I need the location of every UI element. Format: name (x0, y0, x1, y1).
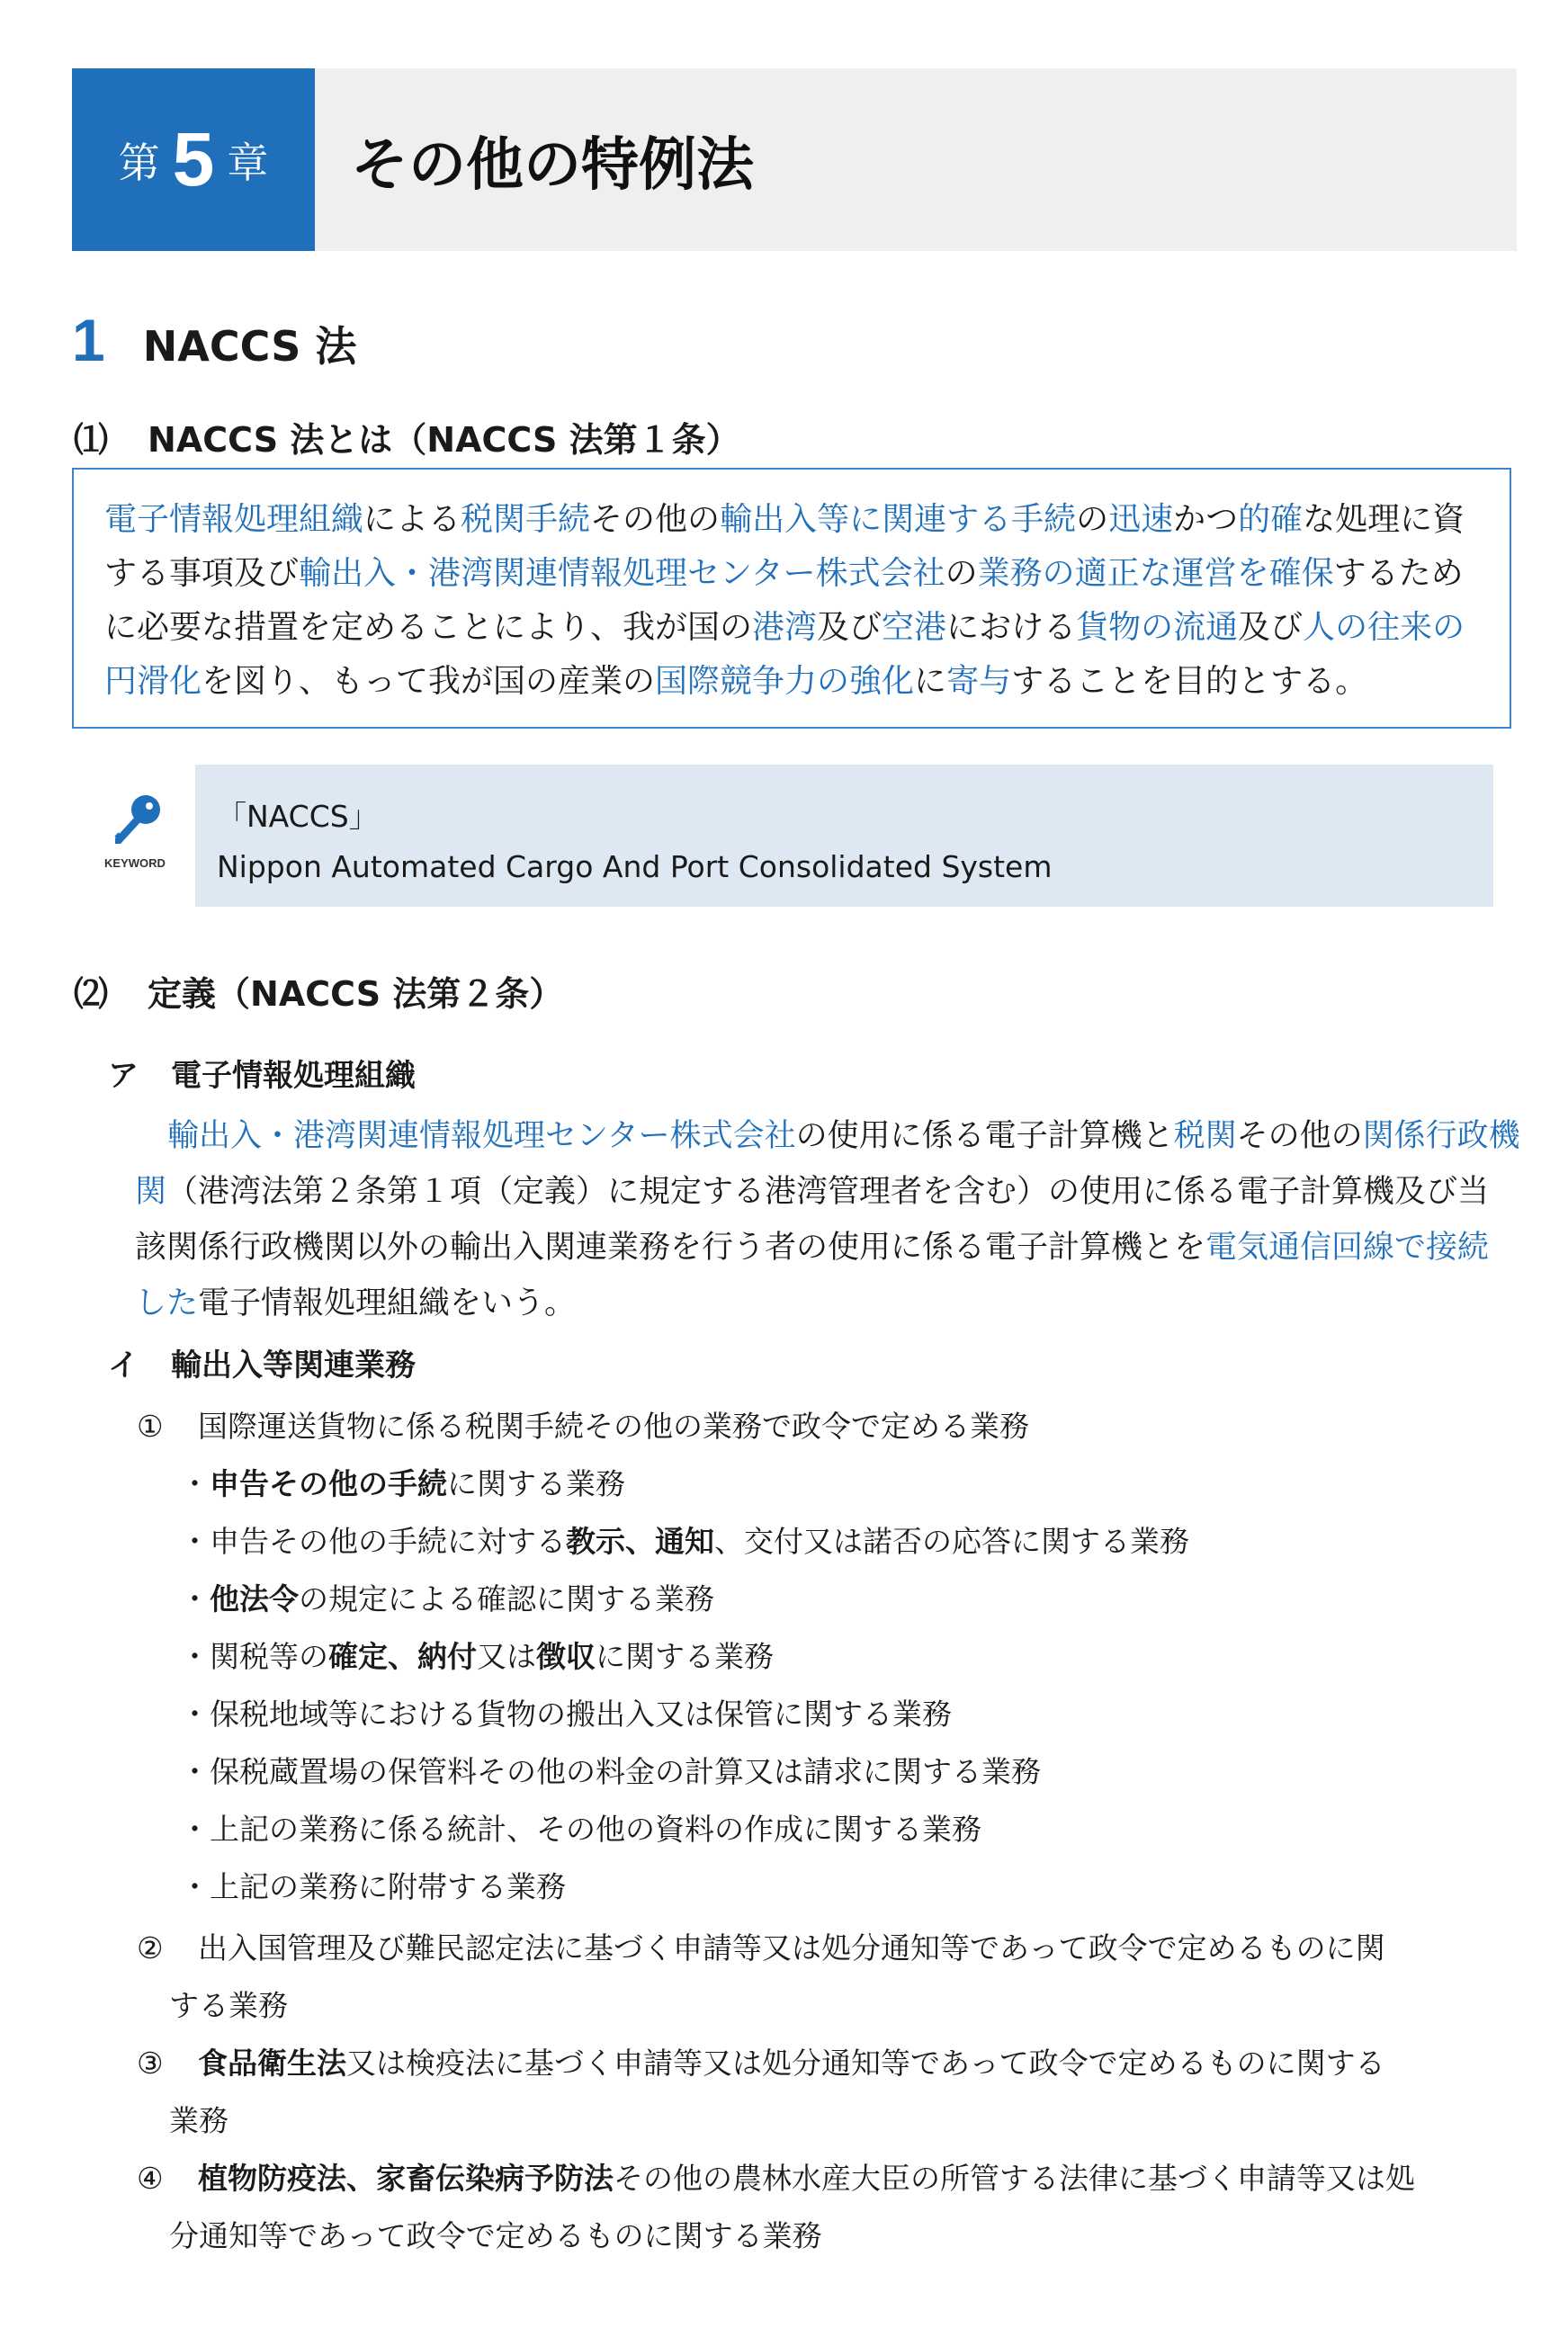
numbered-item-2 (137, 1925, 1385, 1967)
text-segment: な処理に資する事項及び (104, 501, 1465, 592)
subsection-heading-1 (74, 412, 740, 461)
text-segment: 又は (477, 1639, 536, 1674)
chapter-badge (72, 68, 315, 251)
text-segment: するために必要な措置を定めることにより、我が国の (104, 555, 1464, 646)
bold-term: 他法令 (210, 1581, 299, 1616)
highlighted-term: 的確 (1238, 501, 1304, 538)
highlighted-term: 電気通信回線で接続した (135, 1230, 1490, 1321)
text-segment: ・ (180, 1466, 210, 1501)
chapter-prefix: 第 (118, 138, 160, 187)
highlighted-term: 関係行政機関 (135, 1118, 1520, 1210)
highlighted-term: 業務の適正な運営を確保 (977, 555, 1334, 592)
item-i-heading (108, 1340, 416, 1384)
highlighted-term: 空港 (882, 609, 947, 646)
item-text: その他の農林水産大臣の所管する法律に基づく申請等又は処 (614, 2161, 1415, 2196)
text-segment: ・ (180, 1581, 210, 1616)
bullet-item (180, 1576, 714, 1618)
text-segment: その他の (1236, 1118, 1363, 1154)
text-segment: の規定による確認に関する業務 (299, 1581, 714, 1616)
bold-term: 教示、通知 (566, 1524, 714, 1559)
highlighted-term: 国際競争力の強化 (655, 663, 915, 700)
text-segment: ・保税地域等における貨物の搬出入又は保管に関する業務 (180, 1697, 952, 1732)
purpose-text (104, 493, 1479, 709)
purpose-box (72, 468, 1511, 729)
text-segment: 、交付又は諾否の応答に関する業務 (714, 1524, 1189, 1559)
text-segment: 及び (1238, 609, 1304, 646)
subsection-title: 定義（NACCS 法第２条） (148, 974, 564, 1014)
bullet-item (180, 1864, 566, 1906)
numbered-item-1 (137, 1403, 1029, 1446)
text-segment: を図り、もって我が国の産業の (202, 663, 656, 700)
item-label: ア (108, 1058, 139, 1094)
bold-term: 申告その他の手続 (210, 1466, 447, 1501)
keyword-expansion: Nippon Automated Cargo And Port Consolidated System (217, 849, 1053, 884)
bold-term: 確定、納付 (328, 1639, 477, 1674)
text-segment: ・申告その他の手続に対する (180, 1524, 566, 1559)
bullet-item (180, 1691, 952, 1733)
text-segment: における (946, 609, 1077, 646)
text-segment: ・保税蔵置場の保管料その他の料金の計算又は請求に関する業務 (180, 1754, 1041, 1789)
section-number: 1 (72, 307, 105, 373)
bullet-item (180, 1461, 625, 1503)
item-text: 国際運送貨物に係る税関手続その他の業務で政令で定める業務 (198, 1409, 1029, 1444)
text-segment: その他の (590, 501, 721, 538)
highlighted-term: 税関 (1173, 1118, 1237, 1154)
subsection-title: NACCS 法とは（NACCS 法第１条） (148, 420, 740, 460)
item-text: 又は検疫法に基づく申請等又は処分通知等であって政令で定めるものに関する (346, 2046, 1385, 2081)
section-heading (72, 306, 356, 374)
subsection-number: ⑴ (74, 420, 109, 460)
item-bold: 植物防疫法、家畜伝染病予防法 (198, 2161, 614, 2196)
highlighted-term: 迅速 (1108, 501, 1174, 538)
bullet-item (180, 1634, 774, 1676)
subsection-number: ⑵ (74, 974, 109, 1014)
numbered-item-3 (137, 2040, 1385, 2082)
numbered-item-4 (137, 2155, 1415, 2198)
text-segment: かつ (1173, 501, 1239, 538)
keyword-key-icon (101, 792, 169, 873)
item-bold: 食品衛生法 (198, 2046, 346, 2081)
item-title: 輸出入等関連業務 (171, 1348, 416, 1383)
subsection-heading-2 (74, 966, 563, 1016)
text-segment: ・関税等の (180, 1639, 328, 1674)
keyword-box (195, 765, 1493, 907)
highlighted-term: 港湾 (752, 609, 818, 646)
item-text: 出入国管理及び難民認定法に基づく申請等又は処分通知等であって政令で定めるものに関 (198, 1930, 1385, 1965)
text-segment: 及び (817, 609, 883, 646)
item-mark: ② (137, 1930, 164, 1965)
text-segment: による (363, 501, 461, 538)
text-segment: の (1076, 501, 1109, 538)
text-segment: ・上記の業務に係る統計、その他の資料の作成に関する業務 (180, 1812, 981, 1847)
highlighted-term: 税関手続 (461, 501, 591, 538)
chapter-header (72, 68, 1517, 251)
bold-term: 徴収 (536, 1639, 596, 1674)
chapter-number: 5 (172, 117, 215, 201)
item-a-heading (108, 1051, 416, 1095)
bullet-item (180, 1806, 981, 1849)
keyword-icon-label: KEYWORD (104, 856, 166, 870)
highlighted-term: 貨物の流通 (1076, 609, 1239, 646)
text-segment: することを目的とする。 (1011, 663, 1368, 700)
keyword-term: 「NACCS」 (217, 799, 379, 834)
text-segment: の使用に係る電子計算機と (795, 1118, 1174, 1154)
item-mark: ④ (137, 2161, 164, 2196)
highlighted-term: 人の往来の円滑化 (104, 609, 1465, 700)
item-title: 電子情報処理組織 (171, 1058, 416, 1094)
item-a-definition (135, 1108, 1520, 1331)
text-segment: 電子情報処理組織をいう。 (198, 1285, 577, 1321)
highlighted-term: 輸出入等に関連する手続 (720, 501, 1077, 538)
text-segment: に関する業務 (447, 1466, 625, 1501)
section-title: NACCS 法 (142, 322, 357, 371)
highlighted-term: 寄与 (946, 663, 1012, 700)
numbered-item-2-cont: する業務 (169, 1988, 288, 2023)
item-mark: ① (137, 1409, 164, 1444)
text-segment: ・上記の業務に附帯する業務 (180, 1869, 566, 1904)
item-mark: ③ (137, 2046, 164, 2081)
bullet-item (180, 1518, 1189, 1561)
highlighted-term: 電子情報処理組織 (104, 501, 364, 538)
chapter-suffix: 章 (227, 138, 269, 187)
highlighted-term: 輸出入・港湾関連情報処理センター株式会社 (299, 555, 945, 592)
bullet-item (180, 1749, 1041, 1791)
item-label: イ (108, 1348, 139, 1383)
chapter-title: その他の特例法 (351, 131, 754, 199)
text-segment: に (914, 663, 947, 700)
numbered-item-3-cont: 業務 (169, 2103, 228, 2138)
text-segment: （港湾法第２条第１項（定義）に規定する港湾管理者を含む）の使用に係る電子計算機及び当該関係行政機関以外の輸出入関連業務を行う者の使用に係る電子計算機とを (135, 1174, 1490, 1266)
text-segment: に関する業務 (596, 1639, 774, 1674)
text-segment: の (945, 555, 978, 592)
highlighted-term: 輸出入・港湾関連情報処理センター株式会社 (167, 1118, 796, 1154)
numbered-item-4-cont: 分通知等であって政令で定めるものに関する業務 (169, 2218, 822, 2253)
